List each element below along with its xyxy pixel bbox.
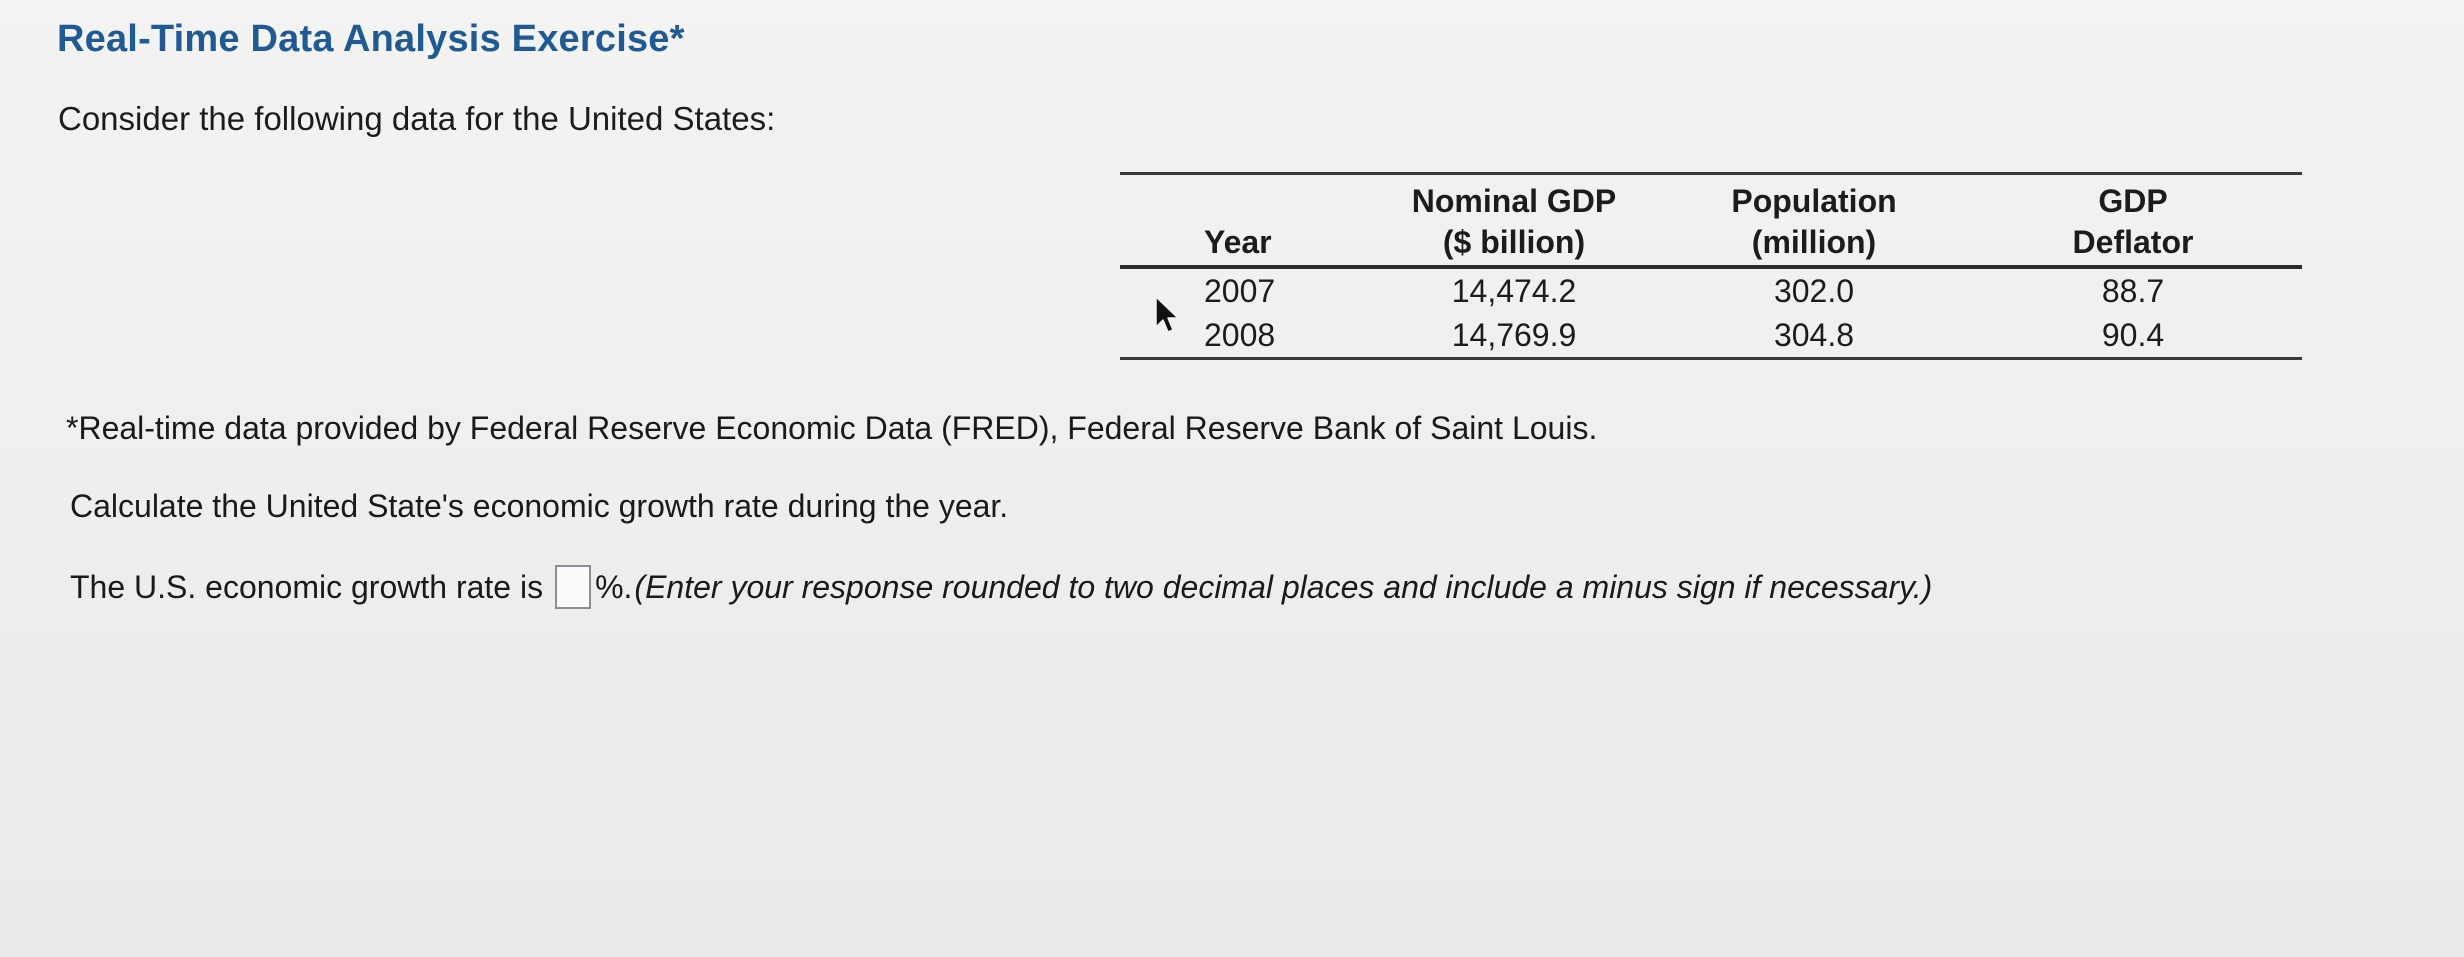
table-row bbox=[1120, 267, 2302, 313]
header-population bbox=[1664, 174, 1964, 268]
cell-year: 2008 bbox=[1204, 317, 1276, 353]
growth-rate-input[interactable] bbox=[555, 565, 591, 609]
cell-gdp-deflator: 90.4 bbox=[2101, 317, 2165, 353]
header-def-line1: GDP bbox=[2098, 183, 2168, 219]
answer-line bbox=[70, 565, 1932, 609]
exercise-title: Real-Time Data Analysis Exercise* bbox=[57, 18, 685, 60]
cell-nominal-gdp: 14,769.9 bbox=[1451, 317, 1577, 353]
header-gdp-line2: ($ billion) bbox=[1442, 224, 1586, 260]
footnote: *Real-time data provided by Federal Reserve Economic Data (FRED), Federal Reserve Bank of Saint Louis. bbox=[66, 410, 1598, 446]
answer-instruction: (Enter your response rounded to two decimal places and include a minus sign if necessary.) bbox=[634, 568, 1933, 605]
cell-gdp-deflator: 88.7 bbox=[2101, 273, 2165, 309]
cell-population: 302.0 bbox=[1773, 273, 1855, 309]
cell-population: 304.8 bbox=[1773, 317, 1855, 353]
cell-nominal-gdp: 14,474.2 bbox=[1451, 273, 1577, 309]
data-table bbox=[1120, 172, 2302, 360]
header-year bbox=[1120, 174, 1364, 268]
header-def-line2: Deflator bbox=[2072, 224, 2194, 260]
header-pop-line2: (million) bbox=[1751, 224, 1877, 260]
header-nominal-gdp bbox=[1364, 174, 1664, 268]
answer-suffix: %. bbox=[595, 568, 633, 605]
mouse-pointer-icon bbox=[1152, 295, 1182, 337]
header-pop-line1: Population bbox=[1731, 183, 1897, 219]
question-text: Calculate the United State's economic growth rate during the year. bbox=[70, 488, 1009, 524]
cell-year: 2007 bbox=[1204, 273, 1276, 309]
table-header-row bbox=[1120, 174, 2302, 268]
table-row bbox=[1120, 313, 2302, 359]
answer-prefix: The U.S. economic growth rate is bbox=[70, 568, 544, 605]
header-gdp-line1: Nominal GDP bbox=[1411, 183, 1617, 219]
header-year-label: Year bbox=[1204, 224, 1272, 260]
header-gdp-deflator bbox=[1964, 174, 2302, 268]
exercise-intro: Consider the following data for the United States: bbox=[58, 100, 776, 137]
